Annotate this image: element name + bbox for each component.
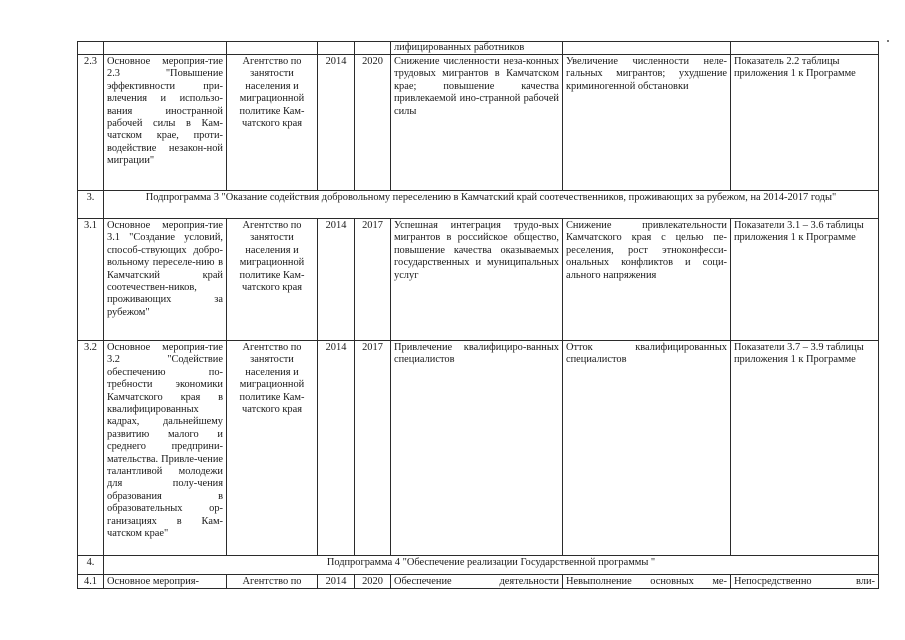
cell-executor: Агентство по занятости населения и миграционной политике Кам-чатского края	[227, 341, 318, 556]
program-activities-table	[77, 41, 879, 589]
cell-consequence: Невыполнение основных ме-	[563, 575, 731, 589]
cell-indicator: Непосредственно вли-	[731, 575, 879, 589]
cell-end: 2017	[355, 341, 391, 556]
cell-indicator: Показатели 3.7 – 3.9 таблицы приложения 1 к Программе	[731, 341, 879, 556]
cell-indicator	[731, 42, 879, 55]
cell-executor: Агентство по занятости населения и миграционной политике Кам-чатского края	[227, 55, 318, 191]
cell-consequence: Снижение привлекательности Камчатского края с целью пе-реселения, рост этноконфесси-ональных конфликтов и соци-ального напряжения	[563, 219, 731, 341]
cell-num: 2.3	[78, 55, 104, 191]
cell-num	[78, 42, 104, 55]
cell-num: 3.1	[78, 219, 104, 341]
cell-activity: Основное мероприя-тие 3.1 "Создание условий, способ-ствующих добро-вольному переселе-нию в Камчатский край соотечествен-ников, проживающих за рубежом"	[104, 219, 227, 341]
table-row	[78, 219, 879, 341]
table-row-cut	[78, 575, 879, 589]
cell-result: Привлечение квалифициро-ванных специалистов	[391, 341, 563, 556]
section-title: Подпрограмма 4 "Обеспечение реализации Государственной программы "	[104, 556, 879, 575]
scan-speck	[887, 40, 889, 42]
cell-result: Снижение численности неза-конных трудовых мигрантов в Камчатском крае; повышение качества привлекаемой ино-странной рабочей силы	[391, 55, 563, 191]
cell-start: 2014	[318, 575, 355, 589]
section-row	[78, 191, 879, 219]
cell-start: 2014	[318, 341, 355, 556]
cell-consequence: Увеличение численности неле-гальных мигрантов; ухудшение криминогенной обстановки	[563, 55, 731, 191]
cell-consequence	[563, 42, 731, 55]
section-row	[78, 556, 879, 575]
cell-indicator: Показатели 3.1 – 3.6 таблицы приложения 1 к Программе	[731, 219, 879, 341]
table-row	[78, 341, 879, 556]
cell-executor: Агентство по	[227, 575, 318, 589]
cell-result: лифицированных работников	[391, 42, 563, 55]
cell-start	[318, 42, 355, 55]
cell-end: 2017	[355, 219, 391, 341]
cell-activity: Основное мероприя-тие 3.2 "Содействие обеспечению по-требности экономики Камчатского края в квалифицированных кадрах, дальнейшему развитию малого и среднего предприни-мательства. Привле-чение талантливой молодежи для полу-чения образования в образовательных ор-ганизациях в Кам-чатском крае"	[104, 341, 227, 556]
cell-executor: Агентство по занятости населения и миграционной политике Кам-чатского края	[227, 219, 318, 341]
cell-end	[355, 42, 391, 55]
cell-activity: Основное мероприя-тие 2.3 "Повышение эффективности при-влечения и использо-вания иностранной рабочей силы в Кам-чатском крае, проти-водействие незакон-ной миграции"	[104, 55, 227, 191]
cell-consequence: Отток квалифицированных специалистов	[563, 341, 731, 556]
cell-num: 3.2	[78, 341, 104, 556]
table-row	[78, 55, 879, 191]
cell-indicator: Показатель 2.2 таблицы приложения 1 к Программе	[731, 55, 879, 191]
table-row-clipped	[78, 42, 879, 55]
cell-result: Успешная интеграция трудо-вых мигрантов в российское общество, повышение качества оказываемых государственных и муниципальных услуг	[391, 219, 563, 341]
cell-activity: Основное мероприя-	[104, 575, 227, 589]
cell-end: 2020	[355, 575, 391, 589]
cell-end: 2020	[355, 55, 391, 191]
cell-start: 2014	[318, 55, 355, 191]
section-num: 4.	[78, 556, 104, 575]
cell-activity	[104, 42, 227, 55]
cell-executor	[227, 42, 318, 55]
cell-result: Обеспечение деятельности	[391, 575, 563, 589]
cell-num: 4.1	[78, 575, 104, 589]
section-num: 3.	[78, 191, 104, 219]
cell-start: 2014	[318, 219, 355, 341]
section-title: Подпрограмма 3 "Оказание содействия добровольному переселению в Камчатский край соотечественников, проживающих за рубежом, на 2014-2017 годы"	[104, 191, 879, 219]
